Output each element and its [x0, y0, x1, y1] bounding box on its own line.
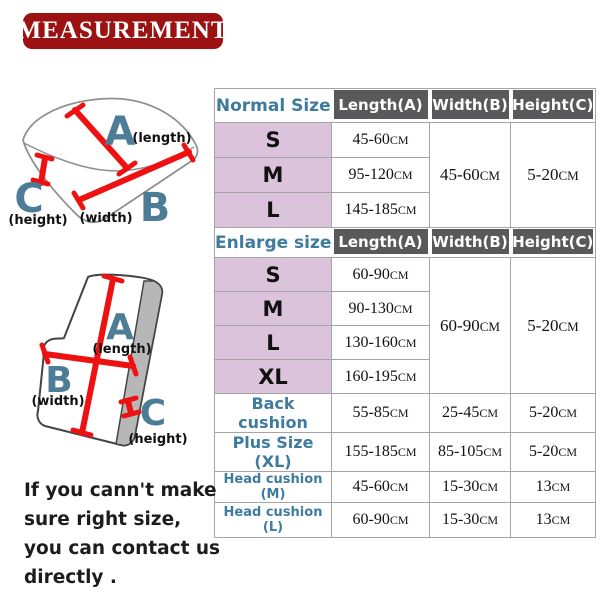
column-header-width: Width(B) — [430, 228, 511, 258]
row-label: Head cushion (M) — [215, 472, 332, 503]
height-arrow-c — [128, 401, 131, 413]
length-value: 55-85CM — [332, 394, 430, 433]
length-value: 95-120CM — [332, 158, 430, 193]
length-value: 90-130CM — [332, 292, 430, 326]
table-row-head-cushion-m — [215, 472, 596, 503]
size-cell: S — [215, 123, 332, 158]
length-label: (length) — [132, 131, 192, 146]
size-cell: S — [215, 258, 332, 292]
letter-a: A — [104, 109, 136, 155]
length-value: 155-185CM — [332, 433, 430, 472]
column-header-height: Height(C) — [511, 228, 596, 258]
normal-size-header-row — [215, 89, 596, 123]
table-row-plus-size — [215, 433, 596, 472]
note-line: If you cann't make — [24, 480, 217, 501]
section-label-enlarge: Enlarge size — [215, 228, 332, 258]
note-line: directly . — [24, 567, 117, 588]
height-value: 5-20CM — [511, 394, 596, 433]
width-label: (width) — [79, 211, 133, 226]
length-label: (length) — [92, 342, 152, 357]
column-header-length: Length(A) — [332, 228, 430, 258]
height-value-merged: 5-20CM — [511, 123, 596, 228]
height-value: 5-20CM — [511, 433, 596, 472]
width-value-merged: 45-60CM — [430, 123, 511, 228]
length-value: 145-185CM — [332, 193, 430, 228]
section-label-normal: Normal Size — [215, 89, 332, 123]
height-value: 13CM — [511, 472, 596, 503]
note-line: sure right size, — [24, 509, 182, 530]
letter-b: B — [139, 185, 171, 231]
size-cell: M — [215, 292, 332, 326]
letter-c: C — [139, 393, 167, 434]
width-value: 15-30CM — [430, 472, 511, 503]
back-cushion-diagram — [25, 255, 195, 480]
width-value: 25-45CM — [430, 394, 511, 433]
page-title-box — [17, 13, 229, 49]
length-value: 160-195CM — [332, 360, 430, 394]
length-value: 60-90CM — [332, 258, 430, 292]
height-value-merged: 5-20CM — [511, 258, 596, 394]
page-title: MEASUREMENT — [17, 17, 229, 44]
table-row — [215, 258, 596, 292]
column-header-width: Width(B) — [430, 89, 511, 123]
width-value: 15-30CM — [430, 503, 511, 538]
width-value-merged: 60-90CM — [430, 258, 511, 394]
length-value: 60-90CM — [332, 503, 430, 538]
width-value: 85-105CM — [430, 433, 511, 472]
table-row — [215, 123, 596, 158]
letter-b: B — [45, 360, 73, 401]
height-label: (height) — [128, 432, 188, 447]
width-label: (width) — [31, 394, 85, 409]
height-label: (height) — [8, 213, 68, 228]
length-value: 45-60CM — [332, 472, 430, 503]
size-cell: M — [215, 158, 332, 193]
size-cell: L — [215, 193, 332, 228]
height-value: 13CM — [511, 503, 596, 538]
row-label: Head cushion (L) — [215, 503, 332, 538]
row-label: Plus Size (XL) — [215, 433, 332, 472]
letter-a: A — [106, 307, 134, 348]
contact-note — [24, 476, 229, 592]
enlarge-size-header-row — [215, 228, 596, 258]
size-cell: L — [215, 326, 332, 360]
seat-cushion-diagram — [5, 90, 210, 258]
letter-c: C — [14, 176, 44, 222]
table-row-back-cushion — [215, 394, 596, 433]
note-line: you can contact us — [24, 538, 221, 559]
size-table — [214, 88, 596, 538]
column-header-height: Height(C) — [511, 89, 596, 123]
row-label: Back cushion — [215, 394, 332, 433]
column-header-length: Length(A) — [332, 89, 430, 123]
length-value: 45-60CM — [332, 123, 430, 158]
size-cell: XL — [215, 360, 332, 394]
table-row-head-cushion-l — [215, 503, 596, 538]
length-value: 130-160CM — [332, 326, 430, 360]
